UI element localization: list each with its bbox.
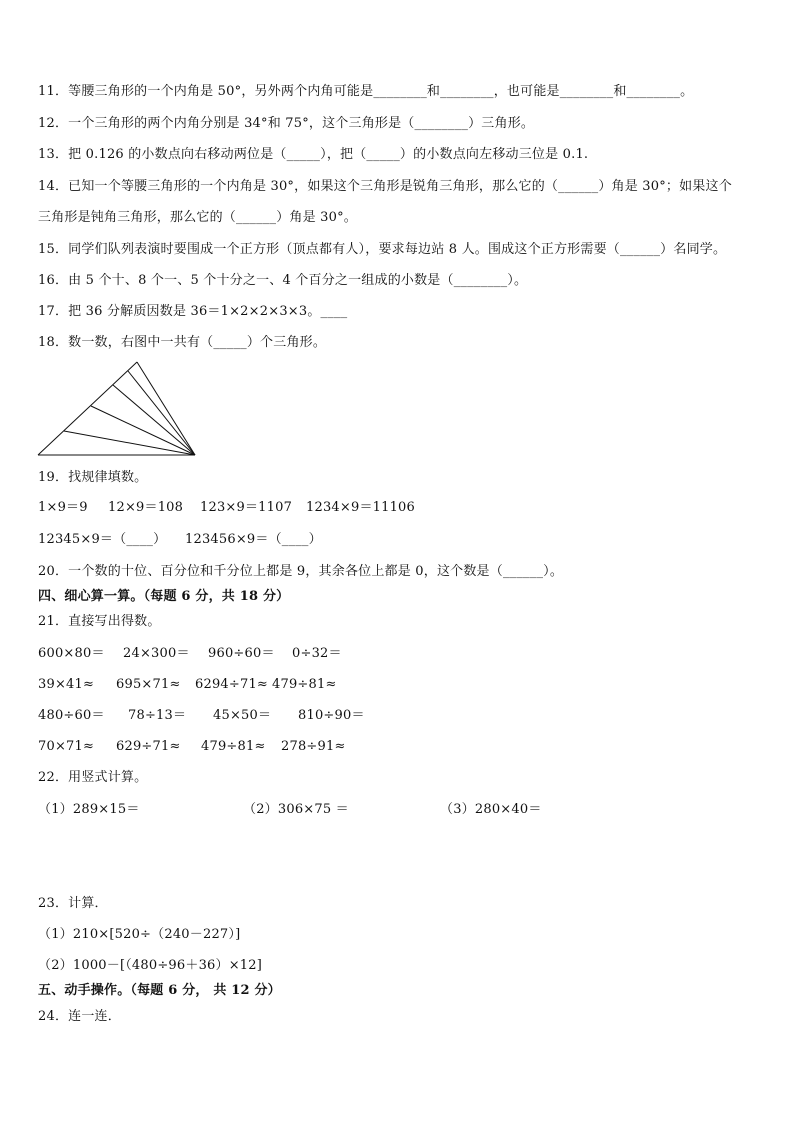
expression-item: （2）1000－[（480÷96＋36）×12] [38,958,263,973]
calc-item: 45×50＝ [213,708,272,723]
calc-item: 70×71≈ [38,739,95,754]
calc-item: 629÷71≈ [116,739,181,754]
vertical-calc-item: （3）280×40＝ [440,802,542,817]
vertical-calc-item: （2）306×75 ＝ [243,802,349,817]
question-20: 20．一个数的十位、百分位和千分位上都是 9，其余各位上都是 0，这个数是（______）。 [38,564,564,579]
pattern-item: 1234×9＝11106 [306,500,416,515]
vertical-calc-item: （1）289×15＝ [38,802,140,817]
inner-segment-1 [64,431,195,455]
question-24: 24．连一连． [38,1009,121,1024]
question-14-line-2: 三角形是钝角三角形，那么它的（______）角是 30°。 [38,210,357,225]
question-22: 22．用竖式计算。 [38,770,148,785]
pattern-item: 1×9＝9 [38,500,88,515]
calc-item: 6294÷71≈ [195,677,269,692]
calc-item: 480÷60＝ [38,708,105,723]
question-15: 15．同学们队列表演时要围成一个正方形（顶点都有人），要求每边站 8 人。围成这个正方形需要（______）名同学。 [38,242,727,257]
question-12: 12．一个三角形的两个内角分别是 34°和 75°，这个三角形是（________）三角形。 [38,116,535,131]
question-18: 18．数一数，右图中一共有（_____）个三角形。 [38,335,327,350]
expression-item: （1）210×[520÷（240－227）] [38,927,241,942]
pattern-item: 12345×9＝（____） [38,532,167,547]
section-5-heading: 五、动手操作。（每题 6 分， 共 12 分） [38,983,281,998]
question-11: 11．等腰三角形的一个内角是 50°，另外两个内角可能是________和________，也可能是________和________。 [38,84,694,99]
pattern-item: 123×9＝1107 [200,500,293,515]
calc-item: 960÷60＝ [208,646,275,661]
calc-item: 24×300＝ [123,646,190,661]
section-4-heading: 四、细心算一算。（每题 6 分，共 18 分） [38,589,290,604]
question-17: 17．把 36 分解质因数是 36＝1×2×2×3×3。____ [38,304,348,319]
inner-segment-4 [128,371,195,455]
triangle-left-side [38,362,137,455]
pattern-item: 12×9＝108 [108,500,184,515]
calc-item: 78÷13＝ [128,708,187,723]
calc-item: 810÷90＝ [298,708,365,723]
question-13: 13．把 0.126 的小数点向右移动两位是（_____），把（_____）的小数点向左移动三位是 0.1. [38,147,589,162]
pattern-item: 123456×9＝（____） [185,532,322,547]
inner-segment-3 [113,385,195,455]
question-19: 19．找规律填数。 [38,470,148,485]
calc-item: 600×80＝ [38,646,105,661]
triangle-figure [36,360,198,458]
calc-item: 278÷91≈ [281,739,346,754]
question-21: 21．直接写出得数。 [38,614,161,629]
question-23: 23．计算． [38,896,108,911]
question-14-line-1: 14．已知一个等腰三角形的一个内角是 30°，如果这个三角形是锐角三角形，那么它的（______）角是 30°；如果这个 [38,179,732,194]
question-16: 16．由 5 个十、8 个一、5 个十分之一、4 个百分之一组成的小数是（________）。 [38,273,528,288]
calc-item: 39×41≈ [38,677,95,692]
calc-item: 695×71≈ [116,677,181,692]
calc-item: 0÷32＝ [292,646,342,661]
calc-item: 479÷81≈ [201,739,266,754]
calc-item: 479÷81≈ [272,677,337,692]
